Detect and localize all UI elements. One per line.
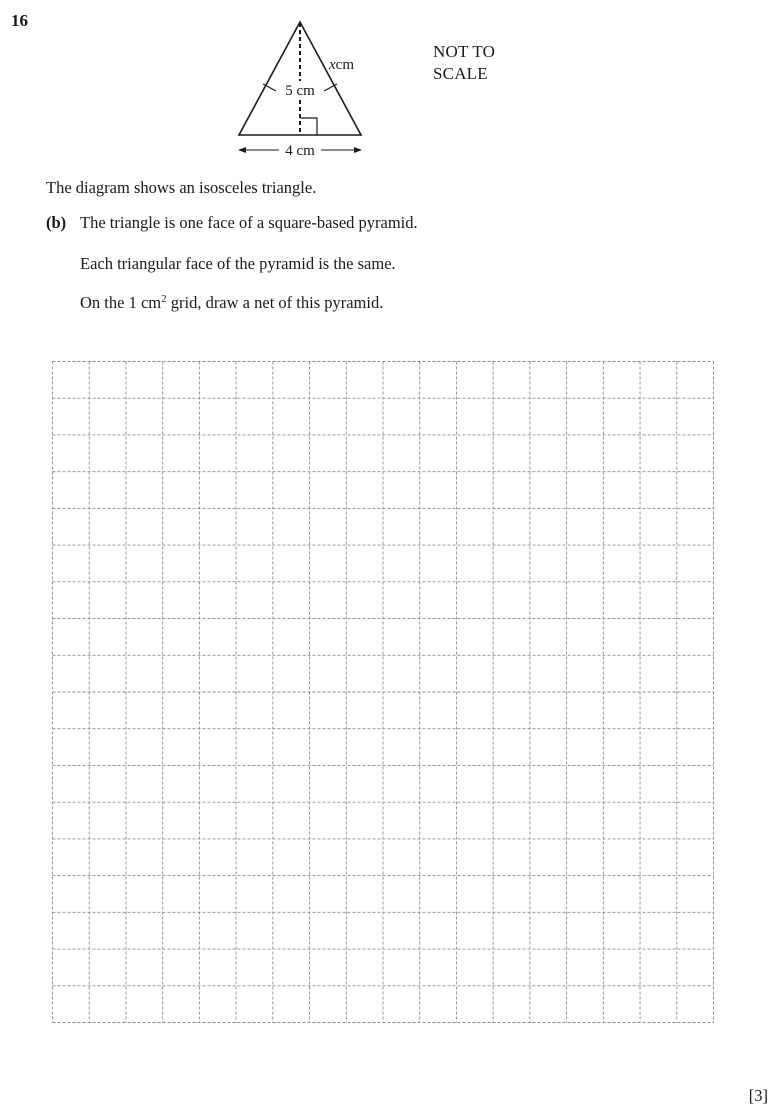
instruction-line-3: [80, 293, 383, 313]
instruction-line-3-start: On the 1 cm: [80, 293, 162, 312]
base-label: 4 cm: [285, 143, 315, 159]
side-label: xcm: [329, 57, 354, 73]
superscript-two: 2: [161, 293, 167, 305]
answer-grid[interactable]: [52, 361, 714, 1023]
question-number: 16: [11, 11, 28, 30]
part-label: (b): [46, 213, 67, 232]
instruction-line-1: The triangle is one face of a square-based pyramid.: [80, 213, 418, 232]
height-label: 5 cm: [285, 83, 315, 99]
marks-available: [3]: [748, 1086, 768, 1105]
triangle-diagram: [225, 14, 375, 162]
not-to-scale-note: [433, 41, 495, 85]
instruction-line-2: Each triangular face of the pyramid is the same.: [80, 254, 396, 273]
right-angle-marker: [300, 118, 317, 135]
grid-lines: [52, 361, 714, 1023]
instruction-line-3-end: grid, draw a net of this pyramid.: [166, 293, 384, 312]
note-line-2: SCALE: [433, 64, 488, 83]
arrowhead-right: [354, 147, 362, 153]
intro-text: The diagram shows an isosceles triangle.: [46, 178, 317, 197]
note-line-1: NOT TO: [433, 42, 496, 61]
arrowhead-left: [238, 147, 246, 153]
